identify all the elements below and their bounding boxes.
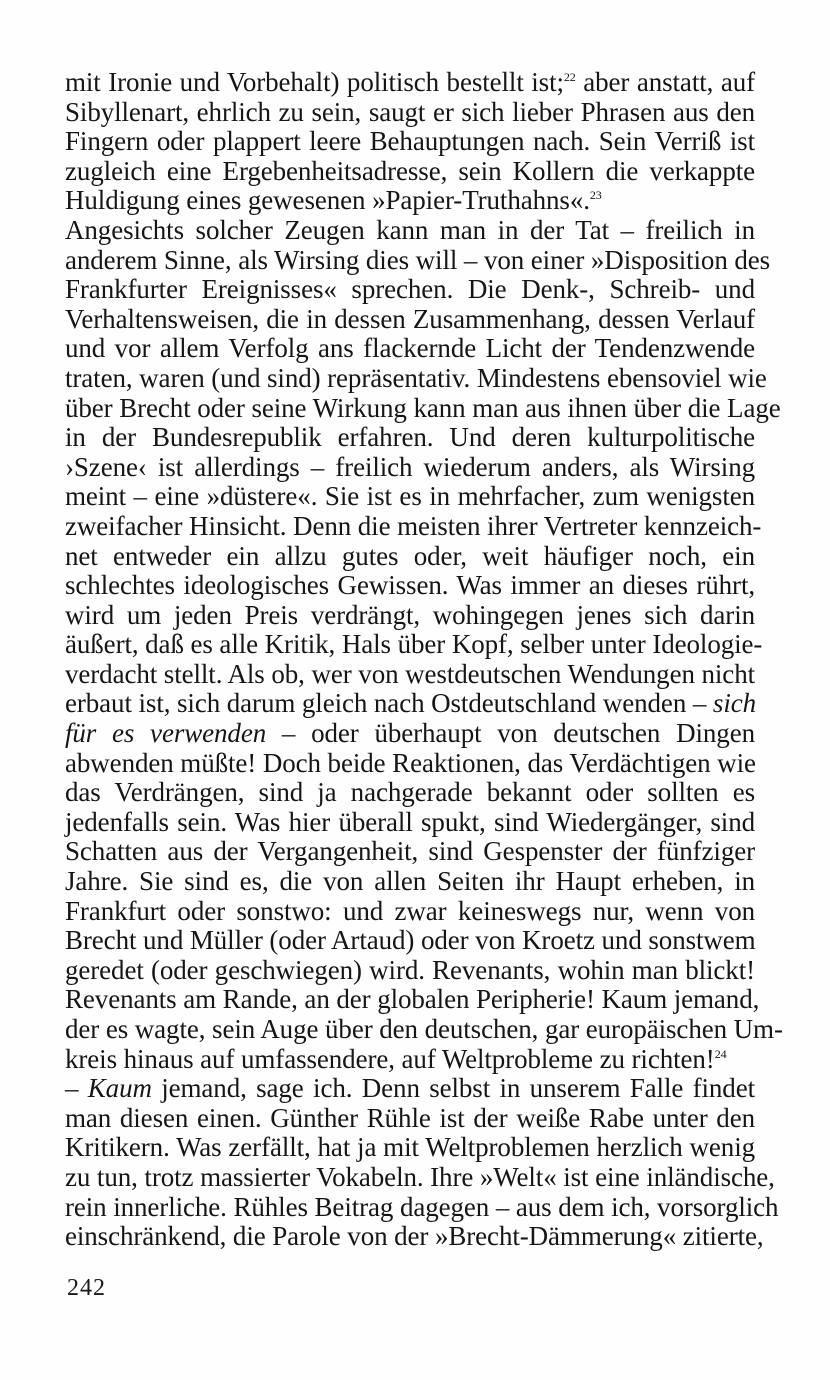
text-line [65,423,755,453]
text-line [65,542,755,572]
text-run: Brecht und Müller (oder Artaud) oder von Kroetz und sonstwem [65,925,756,956]
text-line [65,601,755,631]
text-line [65,1133,755,1163]
text-line [65,453,755,483]
text-line [65,216,755,246]
text-line [65,68,755,98]
text-run: zu tun, trotz massierter Vokabeln. Ihre »Welt« ist eine inländische, [65,1161,775,1192]
text-run: der es wagte, sein Auge über den deutschen, gar europäischen Um- [65,1014,783,1044]
text-line [65,392,781,424]
text-line [65,334,755,364]
text-run: über Brecht oder seine Wirkung kann man aus ihnen über die Lage [65,392,781,423]
text-run: geredet (oder geschwiegen) wird. Revenants, wohin man blickt! [65,954,755,985]
text-line [65,1161,775,1193]
text-run: abwenden müßte! Doch beide Reaktionen, das Verdächtigen wie [65,747,756,778]
text-run: schlechtes ideologisches Gewissen. Was immer an dieses rührt, [65,570,755,601]
text-run: traten, waren (und sind) repräsentativ. Mindestens ebensoviel wie [65,362,767,393]
text-run: – [65,1073,88,1104]
text-line [65,867,755,897]
text-run: Frankfurter Ereignisses« sprechen. Die Denk-, Schreib- und [65,274,755,305]
text-line [65,510,762,542]
text-run: in der Bundesrepublik erfahren. Und deren kulturpolitische [65,422,755,453]
text-run: kreis hinaus auf umfassendere, auf Weltprobleme zu richten! [65,1043,715,1074]
text-line [65,1221,764,1252]
text-line [65,808,755,838]
text-line [65,926,755,956]
text-run: anderem Sinne, als Wirsing dies will – von einer »Disposition des [65,244,771,275]
emphasized-text: für es verwenden [65,718,267,749]
text-line [65,127,755,157]
page-body [65,67,783,1252]
text-run: Revenants am Rande, an der globalen Peripherie! Kaum jemand, [65,984,760,1015]
emphasized-text: sich [712,688,757,719]
text-run: Kritikern. Was zerfällt, hat ja mit Weltproblemen herzlich wenig [65,1132,755,1163]
text-run: man diesen einen. Günther Rühle ist der weiße Rabe unter den [65,1102,755,1133]
text-line [65,689,755,719]
text-line [65,157,755,187]
text-run: rein innerliche. Rühles Beitrag dagegen – aus dem ich, vorsorglich [65,1191,779,1222]
emphasized-text: Kaum [87,1073,152,1104]
text-line [65,719,755,749]
text-run: Jahre. Sie sind es, die von allen Seiten ihr Haupt erheben, in [65,866,755,897]
text-run: mit Ironie und Vorbehalt) politisch bestellt ist; [65,67,564,97]
text-run: Verhaltensweisen, die in dessen Zusammenhang, dessen Verlauf [65,303,755,334]
text-run: einschränkend, die Parole von der »Brecht-Dämmerung« zitierte, [65,1221,764,1252]
text-line [65,362,767,394]
text-run: das Verdrängen, sind ja nachgerade bekannt oder sollten es [65,777,755,808]
text-run: zweifacher Hinsicht. Denn die meisten ihrer Vertreter kennzeich- [65,510,762,541]
text-line [65,275,755,305]
text-line [65,660,755,690]
text-run: zugleich eine Ergebenheitsadresse, sein Kollern die verkappte [65,155,755,186]
text-run: Angesichts solcher Zeugen kann man in der Tat – freilich in [65,214,755,245]
text-run: erbaut ist, sich darum gleich nach Ostdeutschland wenden – [65,688,713,719]
text-run: ›Szene‹ ist allerdings – freilich wiederum anders, als Wirsing [65,451,755,482]
text-run: jedenfalls sein. Was hier überall spukt, sind Wiedergänger, sind [65,806,755,837]
text-run: – oder überhaupt von deutschen Dingen [266,718,755,749]
footnote-marker: 23 [589,188,602,203]
text-line [65,482,755,512]
page-number: 242 [67,1275,106,1301]
text-line [65,186,755,216]
text-run: net entweder ein allzu gutes oder, weit häufiger noch, ein [65,540,755,571]
text-line [65,837,755,867]
text-run: Sibyllenart, ehrlich zu sein, saugt er sich lieber Phrasen aus den [65,96,755,127]
text-run: wird um jeden Preis verdrängt, wohingegen jenes sich darin [65,599,755,630]
text-line [65,778,755,808]
text-run: aber anstatt, auf [575,67,755,97]
text-line [65,897,755,927]
text-line [65,629,763,660]
text-run: meint – eine »düstere«. Sie ist es in mehrfacher, zum wenigsten [65,481,755,512]
footnote-marker: 22 [563,70,576,84]
text-line [65,1191,779,1223]
text-run: und vor allem Verfolg ans flackernde Licht der Tendenzwende [65,333,755,364]
text-line [65,1014,783,1045]
text-run: Frankfurt oder sonstwo: und zwar keineswegs nur, wenn von [65,895,755,926]
footnote-marker: 24 [714,1046,727,1061]
text-line [65,244,771,276]
text-run: Fingern oder plappert leere Behauptungen nach. Sein Verriß ist [65,126,755,157]
text-line [65,98,755,128]
text-run: äußert, daß es alle Kritik, Hals über Kopf, selber unter Ideologie- [65,629,763,660]
text-line [65,749,755,779]
text-line [65,1104,755,1134]
text-run: Huldigung eines gewesenen »Papier-Truthahns«. [65,185,590,216]
text-run: Schatten aus der Vergangenheit, sind Gespenster der fünfziger [65,836,755,867]
text-line [65,984,760,1015]
text-run: verdacht stellt. Als ob, wer von westdeutschen Wendungen nicht [65,658,755,689]
text-line [65,1045,755,1075]
text-line [65,1074,755,1104]
text-line [65,571,755,601]
text-line [65,956,755,986]
text-run: jemand, sage ich. Denn selbst in unserem Falle findet [151,1073,755,1104]
text-line [65,305,755,335]
